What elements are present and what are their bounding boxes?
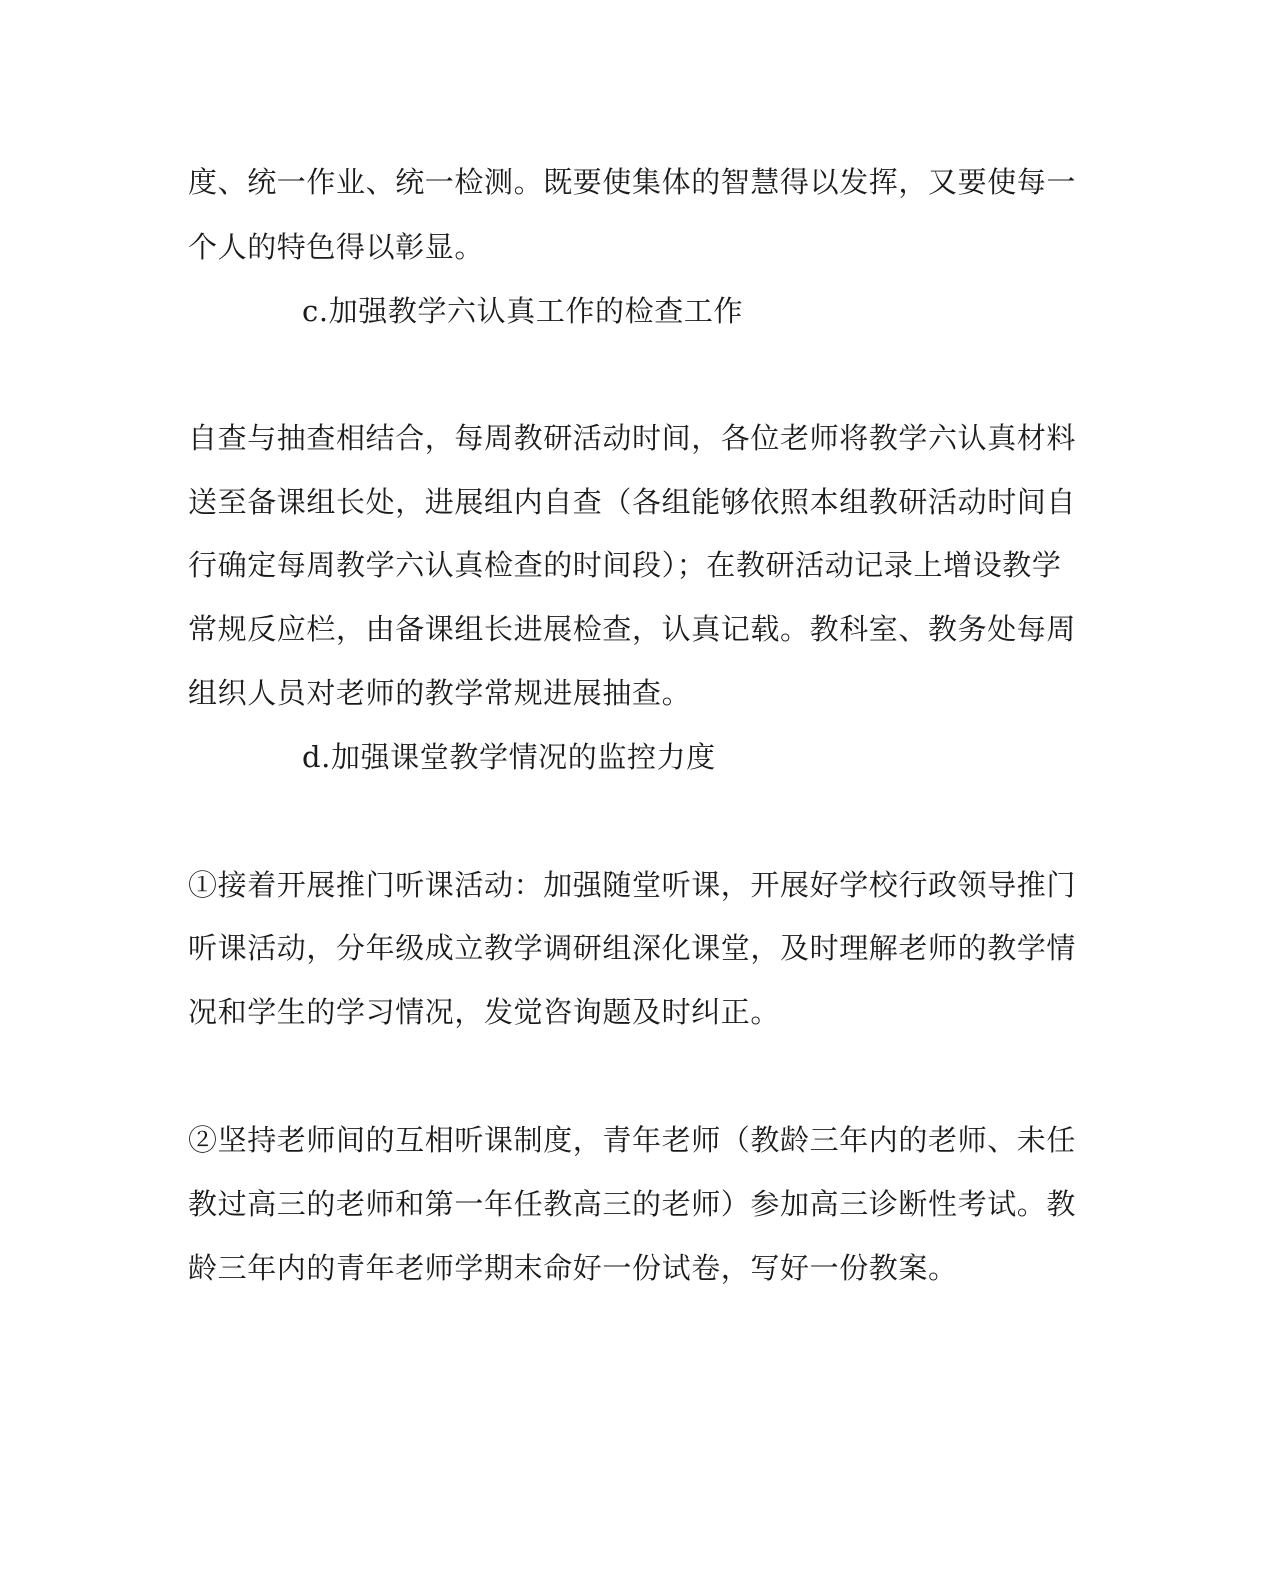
paragraph-2-line-3: 行确定每周教学六认真检查的时间段）；在教研活动记录上增设教学: [188, 548, 1062, 582]
paragraph-2-line-1: 自查与抽查相结合，每周教研活动时间，各位老师将教学六认真材料: [188, 421, 1077, 455]
paragraph-1-line-2: 个人的特色得以彰显。: [188, 230, 485, 264]
paragraph-1-line-1: 度、统一作业、统一检测。既要使集体的智慧得以发挥，又要使每一: [188, 165, 1077, 199]
paragraph-2-line-5: 组织人员对老师的教学常规进展抽查。: [188, 676, 692, 710]
section-heading-d: d.加强课堂教学情况的监控力度: [302, 740, 716, 774]
paragraph-4-line-1: ②坚持老师间的互相听课制度，青年老师（教龄三年内的老师、未任: [188, 1123, 1077, 1157]
paragraph-3-line-3: 况和学生的学习情况，发觉咨询题及时纠正。: [188, 995, 781, 1029]
paragraph-4-line-3: 龄三年内的青年老师学期末命好一份试卷，写好一份教案。: [188, 1251, 958, 1285]
paragraph-2-line-4: 常规反应栏，由备课组长进展检查，认真记载。教科室、教务处每周: [188, 612, 1077, 646]
paragraph-2-line-2: 送至备课组长处，进展组内自查（各组能够依照本组教研活动时间自: [188, 485, 1077, 519]
paragraph-4-line-2: 教过高三的老师和第一年任教高三的老师）参加高三诊断性考试。教: [188, 1187, 1077, 1221]
paragraph-3-line-1: ①接着开展推门听课活动：加强随堂听课，开展好学校行政领导推门: [188, 868, 1077, 902]
paragraph-3-line-2: 听课活动，分年级成立教学调研组深化课堂，及时理解老师的教学情: [188, 931, 1077, 965]
section-heading-c: c.加强教学六认真工作的检查工作: [302, 294, 744, 328]
